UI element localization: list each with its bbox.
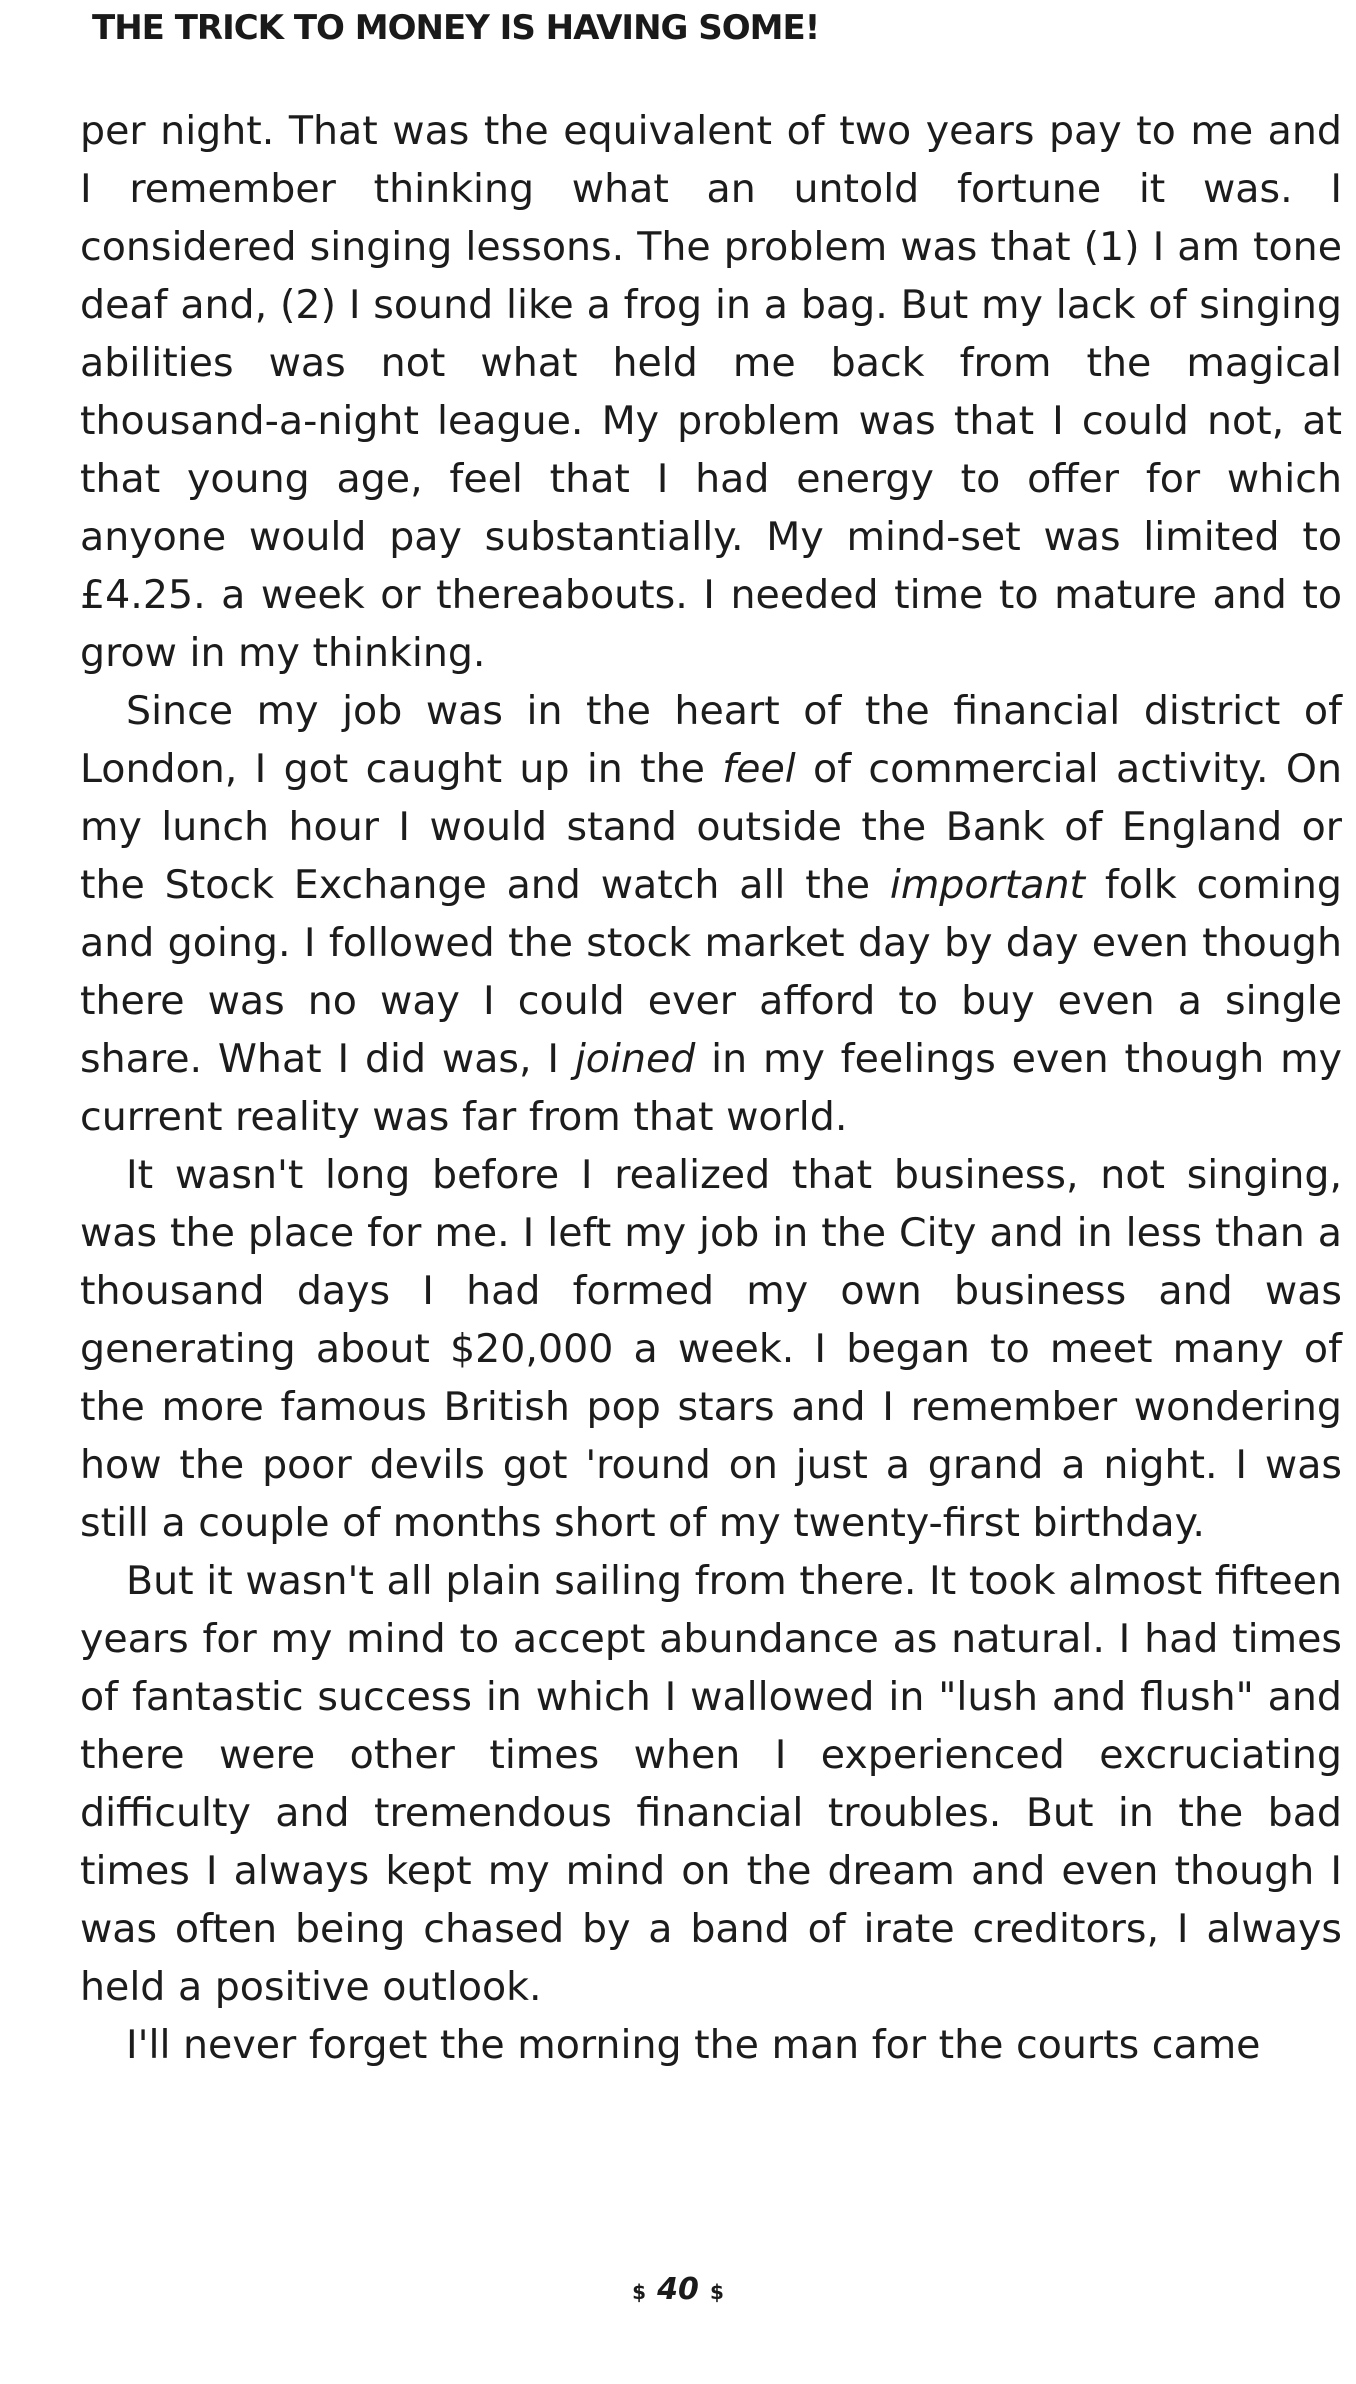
body-text: [80, 102, 1342, 2074]
page-footer: [0, 2272, 1356, 2307]
emphasis-joined: joined: [574, 1036, 696, 1082]
text-run: in my feelings even though my current reality was far from that world.: [80, 1036, 1342, 1140]
paragraph-business: It wasn't long before I realized that business, not singing, was the place for me. I left my job in the City and in less than a thousand days I had formed my own business and was generating about $20,000 a week. I began to meet many of the more famous British pop stars and I remember wondering how the poor devils got 'round on just a grand a night. I was still a couple of months short of my twenty-first birthday.: [80, 1152, 1342, 1546]
dollar-sign-icon: $: [709, 2280, 724, 2304]
paragraph-london: [80, 682, 1342, 1146]
emphasis-important: important: [889, 862, 1086, 908]
paragraph-courts: I'll never forget the morning the man for the courts came: [126, 2022, 1261, 2068]
text-run: of commercial activity. On my lunch hour I would stand outside the Bank of England or the Stock Exchange and watch all the: [80, 746, 1342, 908]
running-header: THE TRICK TO MONEY IS HAVING SOME!: [92, 8, 820, 48]
text-run: folk coming and going. I followed the stock market day by day even though there was no way I could ever afford to buy even a single share. What I did was, I: [80, 862, 1342, 1082]
page-number: 40: [657, 2272, 699, 2307]
text-run: Since my job was in the heart of the financial district of London, I got caught up in the: [80, 688, 1342, 792]
emphasis-feel: feel: [722, 746, 796, 792]
paragraph-continued: per night. That was the equivalent of two years pay to me and I remember thinking what an untold fortune it was. I considered singing lessons. The problem was that (1) I am tone deaf and, (2) I sound like a frog in a bag. But my lack of singing abilities was not what held me back from the magical thousand-a-night league. My problem was that I could not, at that young age, feel that I had energy to offer for which anyone would pay substantially. My mind-set was limited to £4.25. a week or thereabouts. I needed time to mature and to grow in my thinking.: [80, 108, 1342, 676]
dollar-sign-icon: $: [632, 2280, 647, 2304]
paragraph-abundance: But it wasn't all plain sailing from there. It took almost fifteen years for my mind to accept abundance as natural. I had times of fantastic success in which I wallowed in "lush and flush" and there were other times when I experienced excruciating difficulty and tremendous financial troubles. But in the bad times I always kept my mind on the dream and even though I was often being chased by a band of irate creditors, I always held a positive outlook.: [80, 1558, 1342, 2010]
